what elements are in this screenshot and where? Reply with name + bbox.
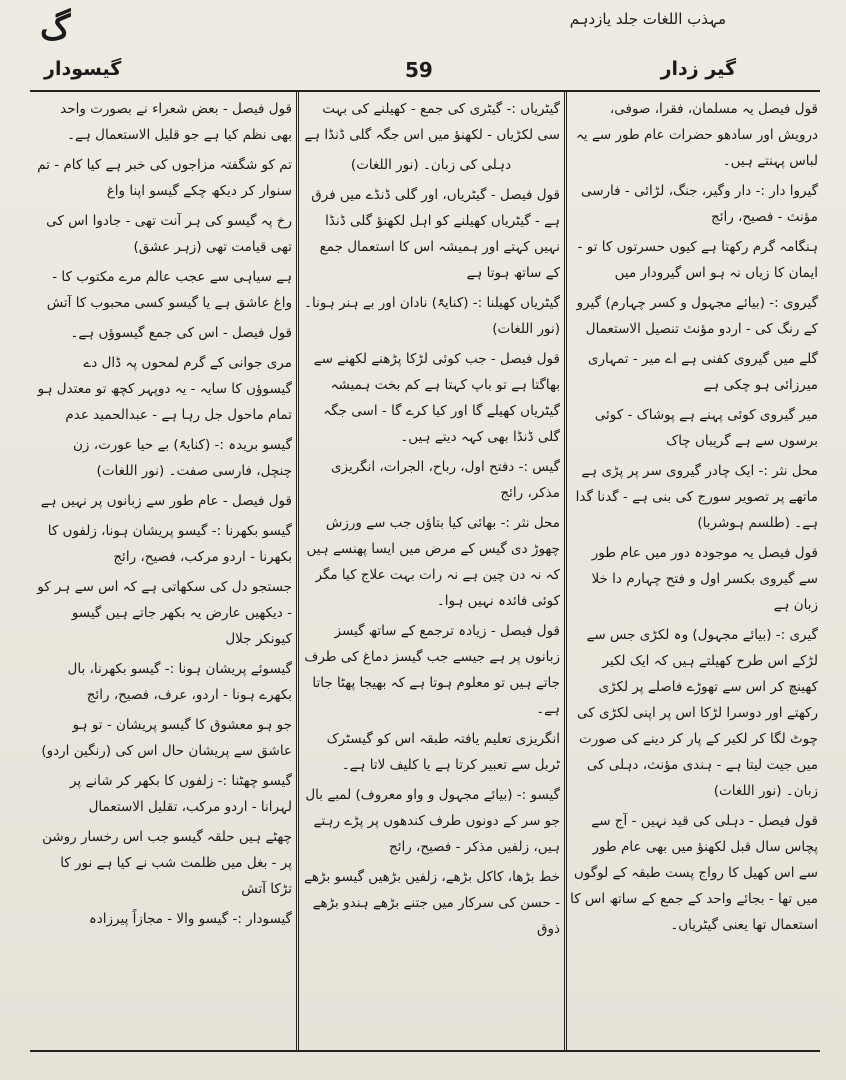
entry-paragraph: قول فیصل یہ مسلمان، فقرا، صوفی، درویش اور سادھو حضرات عام طور سے یہ لباس پہنتے ہیں۔ (576, 101, 818, 169)
entry-paragraph: گیسو :- (بیائے مجہول و واو معروف) لمبے بال جو سر کے دونوں طرف کندھوں پر پڑے رہتے ہیں، زلفیں مذکر - فصیح، رائج (305, 787, 560, 855)
footer-rule (30, 1050, 820, 1052)
entry-paragraph: گیٹریاں کھیلنا :- (کنایۃً) نادان اور بے ہنر ہونا۔ (نور اللغات) (304, 295, 560, 337)
header-rule (30, 90, 820, 92)
page-number: 59 (405, 58, 433, 82)
entry-paragraph: گیٹریاں :- گیٹری کی جمع - کھیلنے کی بہت سی لکڑیاں - لکھنؤ میں اس جگہ گلی ڈنڈا ہے (304, 101, 560, 143)
source-citation: دہلی کی زبان۔ (نور اللغات) (350, 157, 512, 173)
verse: ہنگامہ گرم رکھتا ہے کیوں حسرتوں کا تو - ایمان کا زیاں نہ ہو اس گیرودار میں (577, 239, 818, 281)
verse: مری جوانی کے گرم لمحوں پہ ڈال دے گیسوؤں کا سایہ - یہ دوپہر کچھ تو معتدل ہو تمام ماحول جل رہا ہے - عبدالحمید عدم (37, 355, 292, 423)
entry-paragraph: قول فیصل - بعض شعراء نے بصورت واحد بھی نظم کیا ہے جو قلیل الاستعمال ہے۔ (60, 101, 292, 143)
entry-paragraph: قول فیصل - اس کی جمع گیسوؤں ہے۔ (70, 325, 292, 341)
entry-paragraph: گیسو بکھرنا :- گیسو پریشان ہونا، زلفوں کا بکھرنا - اردو مرکب، فصیح، رائج (47, 523, 292, 565)
column-right (570, 96, 818, 1044)
entry-paragraph: قول فیصل یہ موجودہ دور میں عام طور سے گیروی بکسر اول و فتح چہارم دا خلا زبان ہے (591, 545, 818, 613)
running-header-note: مہذب اللغات جلد یازدہم (569, 10, 726, 28)
column-middle (302, 96, 560, 1044)
entry-paragraph: قول فیصل - زیادہ ترجمع کے ساتھ گیسز زبانوں پر ہے جیسے جب گیسز دماغ کی طرف جاتے ہیں تو معلوم ہوتا ہے کہ بھیجا پھٹا جاتا ہے۔ (304, 623, 560, 717)
entry-paragraph: گیسوئے پریشان ہونا :- گیسو بکھرنا، بال بکھرے ہونا - اردو، عرف، فصیح، رائج (67, 661, 292, 703)
verse: خط بڑھا، کاکل بڑھے، زلفیں بڑھیں گیسو بڑھے - حسن کی سرکار میں جتنے بڑھے ہندو بڑھے ذوق (303, 869, 560, 937)
verse: جو ہو معشوق کا گیسو پریشان - تو ہو عاشق سے پریشان حال اس کی (رنگین اردو) (41, 717, 292, 759)
entry-paragraph: قول فیصل - جب کوئی لڑکا پڑھنے لکھنے سے بھاگتا ہے تو باپ کہتا ہے کم بخت ہمیشہ گیٹریاں کھیلے گا اور کیا کرے گا - اسی جگہ گلی ڈنڈا بھی کہہ دیتے ہیں۔ (313, 351, 560, 445)
verse: گلے میں گیروی کفنی ہے اے میر - تمہاری میرزائی ہو چکی ہے (587, 351, 818, 393)
entry-paragraph: گیسو بریدہ :- (کنایۃً) بے حیا عورت، زن چنچل، فارسی صفت۔ (نور اللغات) (73, 437, 292, 479)
entry-paragraph: گیری :- (بیائے مجہول) وہ لکڑی جس سے لڑکے اس طرح کھیلتے ہیں کہ ایک لکیر کھینچ کر اس سے تھوڑے فاصلے پر لکڑی رکھتے اور دوسرا لڑکا اس پر اپنی لکڑی کی چوٹ لگا کر لکیر کے پار کر دینے کی صورت میں جیت لیتا ہے - ہندی مؤنث، دہلی کی زبان۔ (نور اللغات) (577, 627, 818, 799)
entry-paragraph: محل نثر :- بھائی کیا بتاؤں جب سے ورزش چھوڑ دی گیس کے مرض میں ایسا پھنسے ہیں کہ نہ دن چین ہے نہ رات بہت علاج کیا مگر کوئی فائدہ نہیں ہوا۔ (306, 515, 560, 609)
entry-paragraph: محل نثر :- ایک چادر گیروی سر پر پڑی ہے ماتھے پر تصویر سورج کی بنی ہے - گدنا گدا ہے۔ (طلسم ہوشربا) (575, 463, 818, 531)
section-letter-mark: گ (40, 8, 71, 48)
column-left (36, 96, 292, 1044)
entry-paragraph: گیروی :- (بیائے مجہول و کسر چہارم) گیرو کے رنگ کی - اردو مؤنث تنصیل الاستعمال (576, 295, 818, 337)
header-right-word: گیر زدار (660, 58, 736, 80)
verse: جستجو دل کی سکھاتی ہے کہ اس سے ہر کو - دیکھیں عارض یہ بکھر جاتے ہیں گیسو کیونکر جلال (37, 579, 292, 647)
column-divider-right (564, 92, 567, 1050)
entry-paragraph: گیسو چھٹنا :- زلفوں کا بکھر کر شانے پر لہرانا - اردو مرکب، تقلیل الاستعمال (69, 773, 292, 815)
verse: چھٹے ہیں حلقہ گیسو جب اس رخسار روشن پر - بغل میں ظلمت شب نے کیا ہے نور کا تڑکا آتش (42, 829, 292, 897)
verse: تم کو شگفتہ مزاجوں کی خبر ہے کیا کام - تم سنوار کر دیکھ چکے گیسو اپنا واغ (37, 157, 292, 199)
header-left-word: گیسودار (44, 58, 122, 80)
verse: ہے سیاہی سے عجب عالم مرے مکتوب کا - واغ عاشق ہے یا گیسو کسی محبوب کا آتش (46, 269, 292, 311)
entry-paragraph: قول فیصل - گیٹریاں، اور گلی ڈنڈے میں فرق ہے - گیٹریاں کھیلنے کو اہل لکھنؤ گلی ڈنڈا نہیں کہتے اور ہمیشہ اس کا استعمال جمع کے ساتھ ہوتا ہے (311, 187, 560, 281)
verse: رخ پہ گیسو کی ہر آنت تھی - جادوا اس کی تھی قیامت تھی (زہر عشق) (46, 213, 292, 255)
entry-paragraph: قول فیصل - دہلی کی قید نہیں - آج سے پچاس سال قبل لکھنؤ میں بھی عام طور سے اس کھیل کا رواج پست طبقہ کے لوگوں میں تھا - بجائے واحد کے جمع کے ساتھ اس کا استعمال تھا یعنی گیٹریاں۔ (570, 813, 818, 933)
entry-paragraph: گیسودار :- گیسو والا - مجازاً پیرزادہ (88, 911, 292, 927)
column-divider-left (296, 92, 299, 1050)
entry-paragraph: انگریزی تعلیم یافتہ طبقہ اس کو گیسٹرک ٹربل سے تعبیر کرتا ہے یا کلیف لاتا ہے۔ (326, 731, 560, 773)
entry-paragraph: گیس :- دفتح اول، رباح، الجرات، انگریزی مذکر، رائج (330, 459, 560, 501)
entry-paragraph: قول فیصل - عام طور سے زبانوں پر نہیں ہے (40, 493, 292, 509)
entry-paragraph: گیروا دار :- دار وگیر، جنگ، لڑائی - فارسی مؤنث - فصیح، رائج (580, 183, 818, 225)
verse: میر گیروی کوئی پہنے ہے پوشاک - کوئی برسوں سے ہے گریباں چاک (594, 407, 818, 449)
